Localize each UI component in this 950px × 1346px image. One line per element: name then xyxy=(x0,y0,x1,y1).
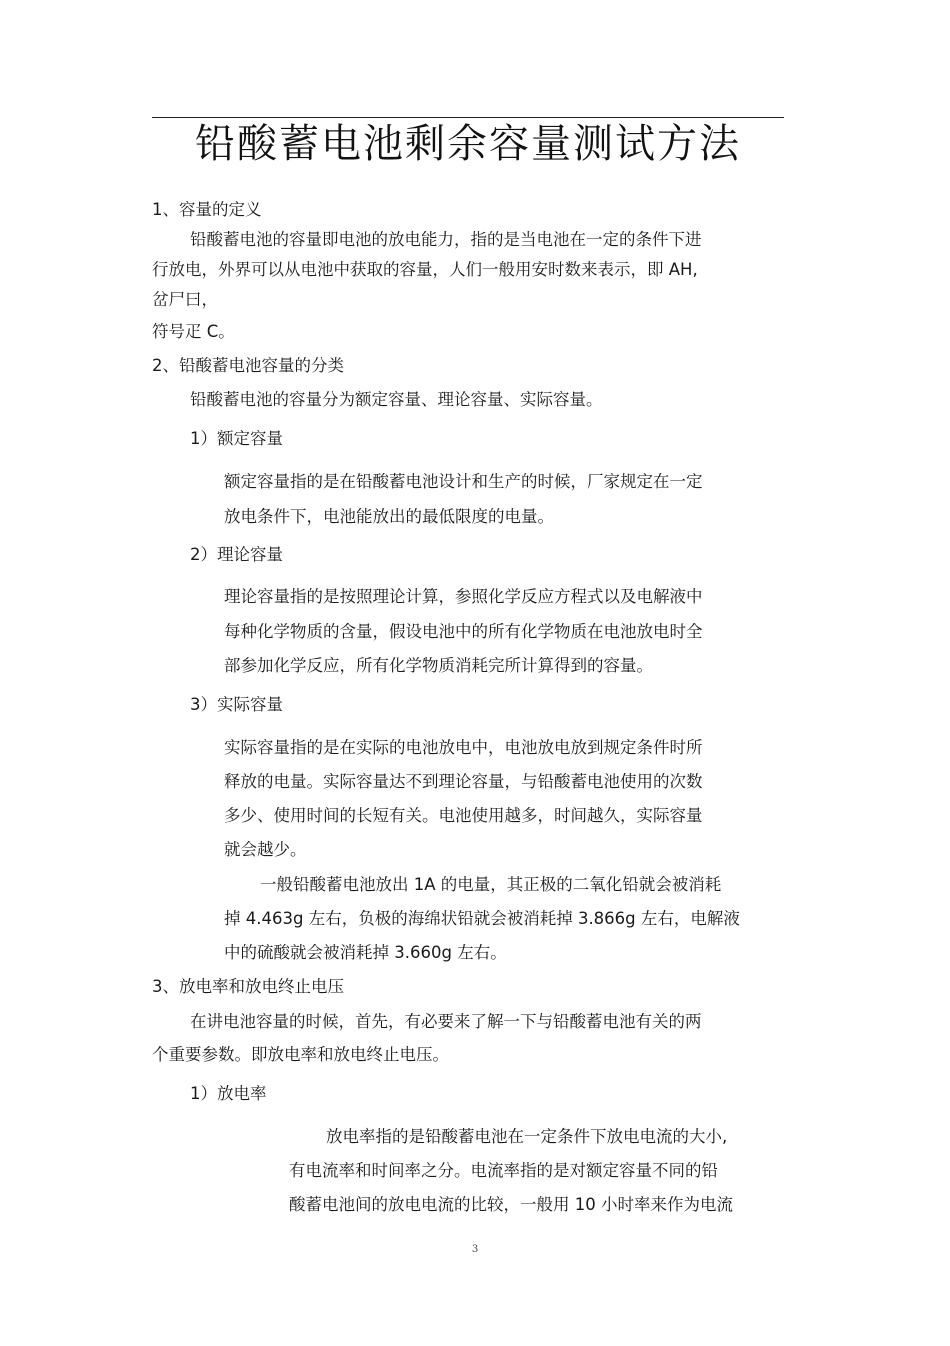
subsection-heading: 3）实际容量 xyxy=(190,695,283,714)
paragraph-line: 放电条件下，电池能放出的最低限度的电量。 xyxy=(224,507,554,526)
paragraph-line: 一般铅酸蓄电池放出 1A 的电量，其正极的二氧化铅就会被消耗 xyxy=(260,875,722,894)
paragraph-line: 就会越少。 xyxy=(224,840,307,859)
paragraph-line: 放电率指的是铅酸蓄电池在一定条件下放电电流的大小, xyxy=(326,1127,728,1146)
section-2-heading: 2、铅酸蓄电池容量的分类 xyxy=(152,356,344,375)
paragraph-line: 铅酸蓄电池的容量分为额定容量、理论容量、实际容量。 xyxy=(190,390,603,409)
paragraph-line: 铅酸蓄电池的容量即电池的放电能力，指的是当电池在一定的条件下进 xyxy=(190,230,702,249)
paragraph-line: 多少、使用时间的长短有关。电池使用越多，时间越久，实际容量 xyxy=(224,806,703,825)
paragraph-line: 掉 4.463g 左右，负极的海绵状铅就会被消耗掉 3.866g 左右，电解液 xyxy=(224,909,740,928)
paragraph-line: 理论容量指的是按照理论计算，参照化学反应方程式以及电解液中 xyxy=(224,587,703,606)
subsection-heading: 1）额定容量 xyxy=(190,429,283,448)
subsection-heading: 1）放电率 xyxy=(190,1084,267,1103)
paragraph-line: 实际容量指的是在实际的电池放电中，电池放电放到规定条件时所 xyxy=(224,738,703,757)
document-title: 铅酸蓄电池剩余容量测试方法 xyxy=(195,121,741,167)
paragraph-line: 个重要参数。即放电率和放电终止电压。 xyxy=(152,1045,449,1064)
paragraph-line: 酸蓄电池间的放电电流的比较，一般用 10 小时率来作为电流 xyxy=(289,1195,733,1214)
paragraph-line: 释放的电量。实际容量达不到理论容量，与铅酸蓄电池使用的次数 xyxy=(224,772,703,791)
paragraph-line: 每种化学物质的含量，假设电池中的所有化学物质在电池放电时全 xyxy=(224,622,703,641)
paragraph-line: 额定容量指的是在铅酸蓄电池设计和生产的时候，厂家规定在一定 xyxy=(224,472,703,491)
paragraph-line: 岔尸曰， xyxy=(152,290,218,309)
section-3-heading: 3、放电率和放电终止电压 xyxy=(152,977,344,996)
page-number: 3 xyxy=(471,1244,479,1255)
paragraph-line: 符号疋 C。 xyxy=(152,322,235,341)
section-1-heading: 1、容量的定义 xyxy=(152,200,262,219)
paragraph-line: 有电流率和时间率之分。电流率指的是对额定容量不同的铅 xyxy=(289,1161,718,1180)
paragraph-line: 部参加化学反应，所有化学物质消耗完所计算得到的容量。 xyxy=(224,656,653,675)
paragraph-line: 在讲电池容量的时候，首先，有必要来了解一下与铅酸蓄电池有关的两 xyxy=(190,1012,702,1031)
subsection-heading: 2）理论容量 xyxy=(190,545,283,564)
paragraph-line: 中的硫酸就会被消耗掉 3.660g 左右。 xyxy=(224,943,507,962)
paragraph-line: 行放电，外界可以从电池中获取的容量，人们一般用安时数来表示，即 AH, xyxy=(152,260,698,279)
